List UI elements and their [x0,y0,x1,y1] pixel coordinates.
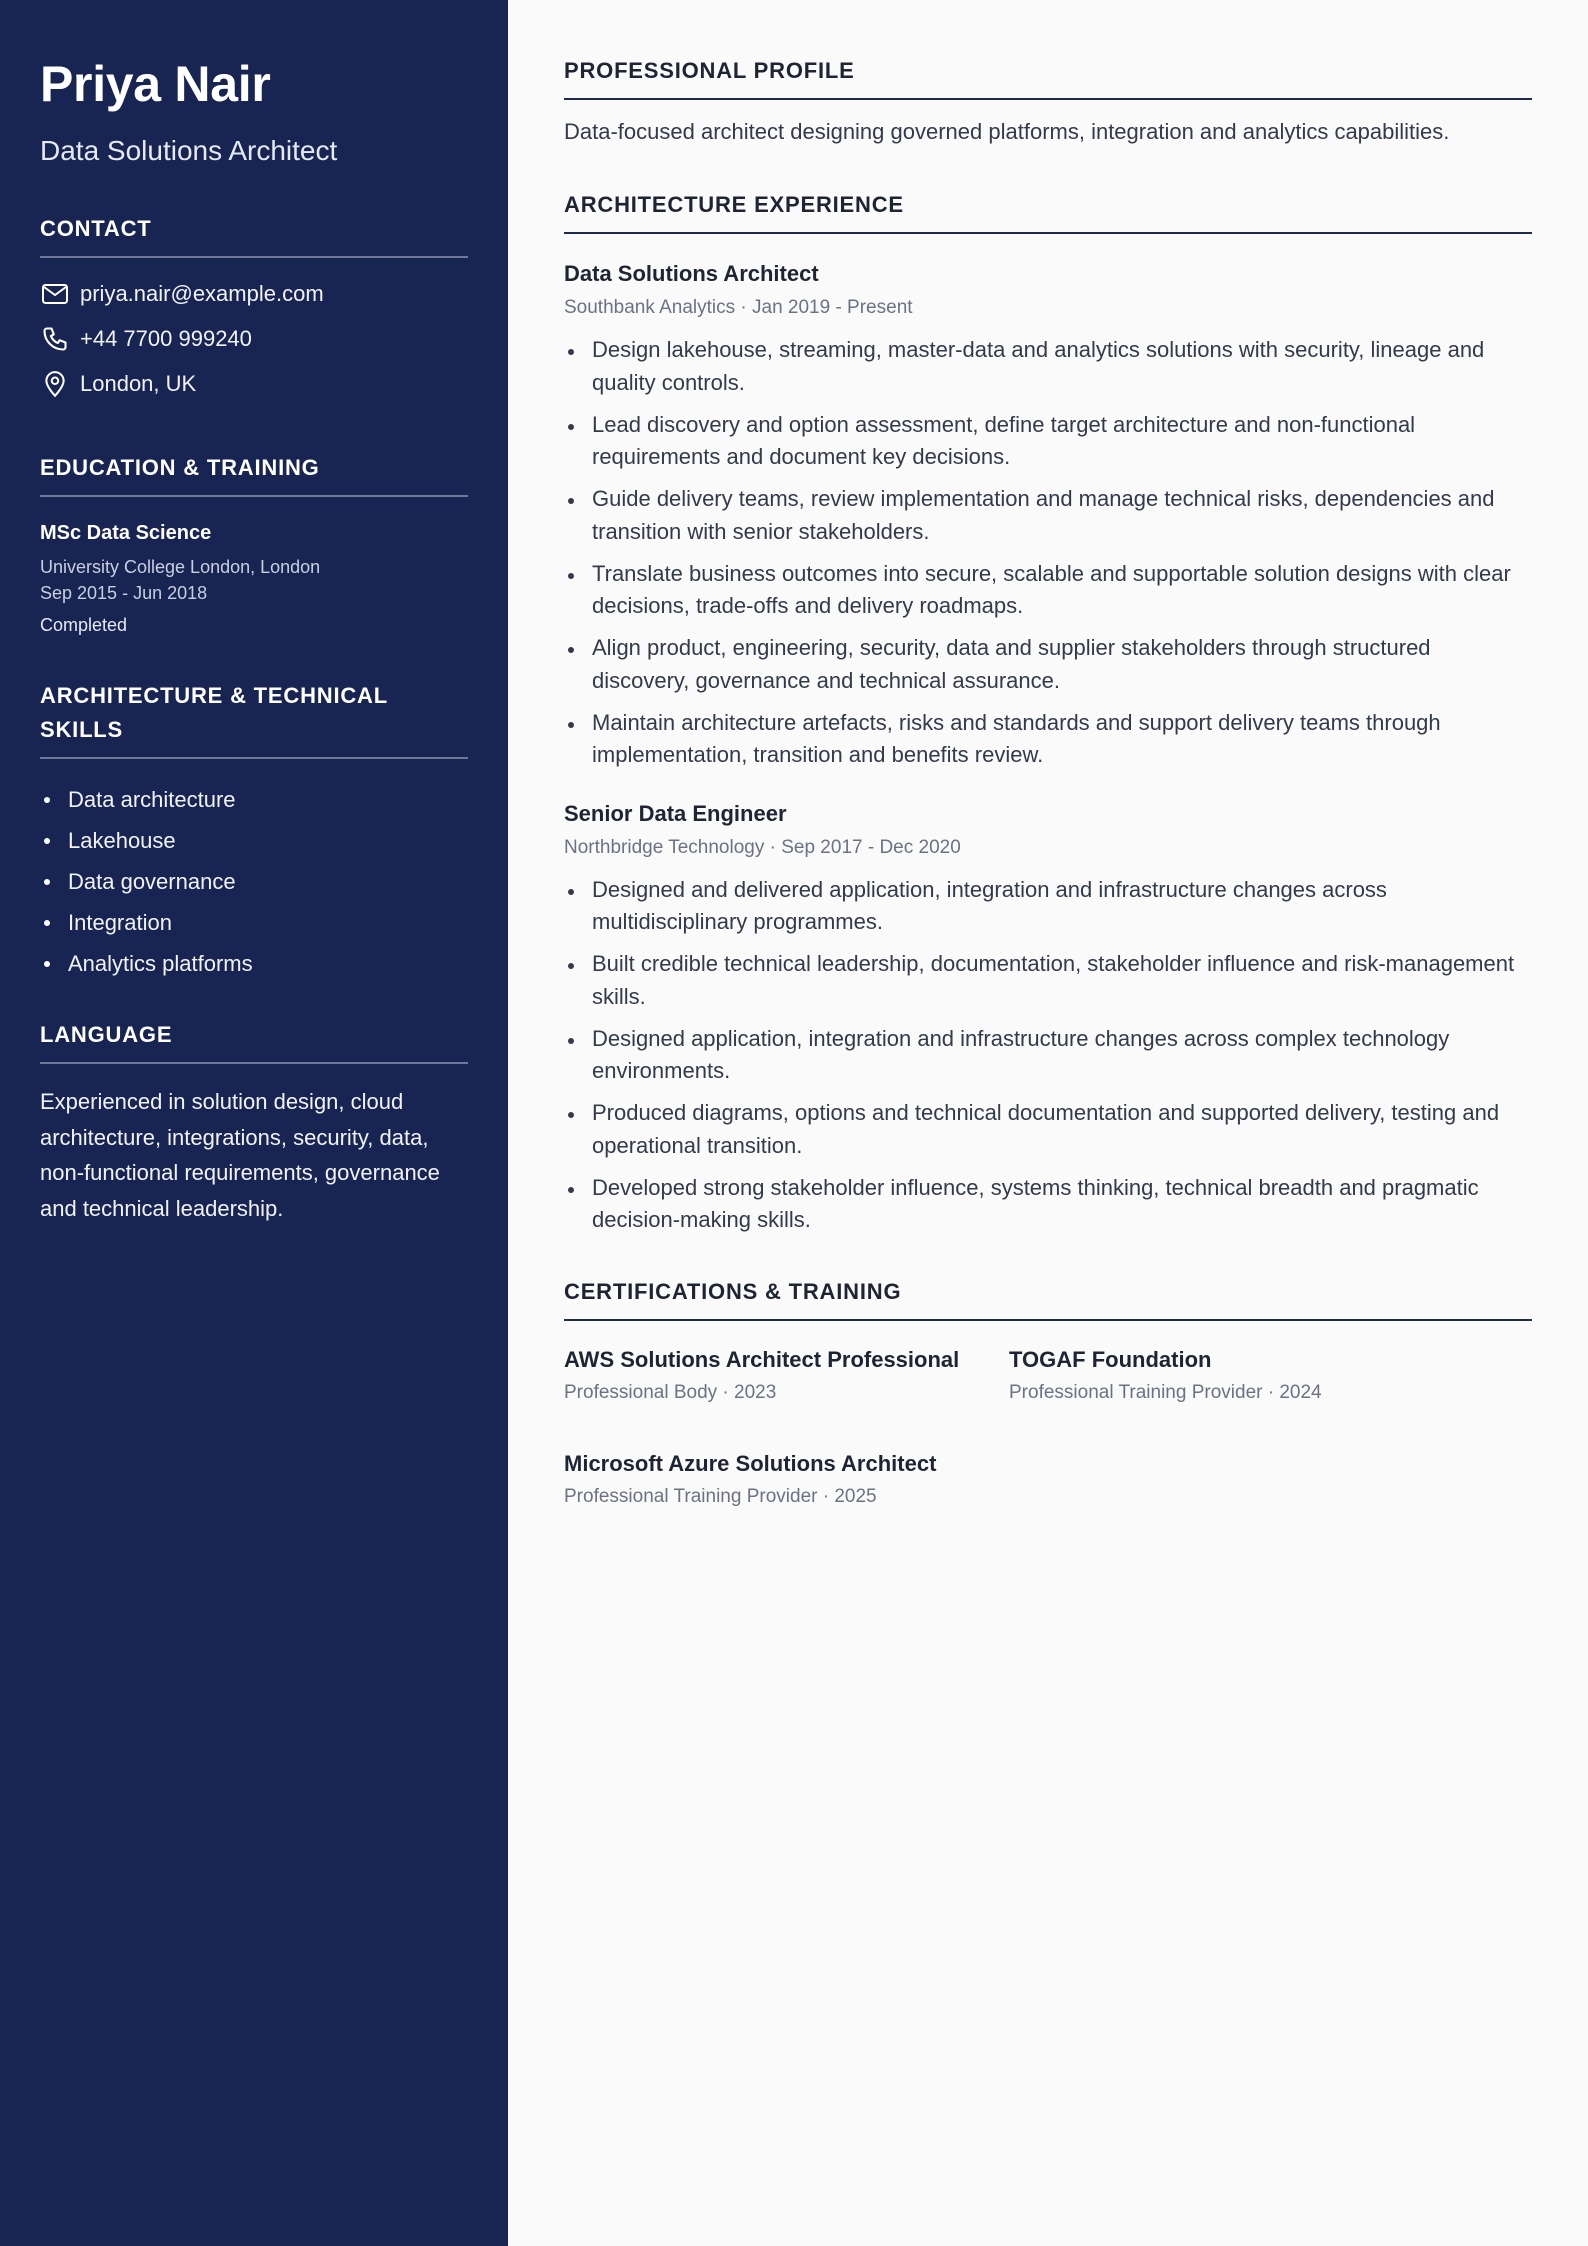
phone-text: +44 7700 999240 [80,325,252,351]
job-bullet: Produced diagrams, options and technical documentation and supported delivery, testing and operational transition. [564,1097,1532,1162]
education-degree: MSc Data Science [40,522,212,544]
job-bullet: Developed strong stakeholder influence, systems thinking, technical breadth and pragmatic decision-making skills. [564,1172,1532,1237]
education-heading: EDUCATION & TRAINING [40,451,468,497]
certification-name: AWS Solutions Architect Professional [564,1346,960,1372]
job-bullets [564,874,1532,1237]
skills-list [40,779,468,984]
profile-heading: PROFESSIONAL PROFILE [564,54,1532,100]
job-bullet: Align product, engineering, security, data and supplier stakeholders through structured discovery, governance and technical assurance. [564,632,1532,697]
job-title: Data Solutions Architect [564,261,819,286]
job-meta: Northbridge Technology · Sep 2017 - Dec 2020 [564,836,961,858]
certifications-heading: CERTIFICATIONS & TRAINING [564,1275,1532,1321]
language-heading: LANGUAGE [40,1018,468,1064]
education-section [40,451,468,637]
skills-section [40,679,468,984]
map-pin-icon [40,369,70,399]
contact-email[interactable] [40,278,468,309]
profile-text: Data-focused architect designing governed platforms, integration and analytics capabilities. [564,119,1450,144]
contact-heading: CONTACT [40,212,468,258]
contact-location [40,368,468,399]
job-bullet: Design lakehouse, streaming, master-data and analytics solutions with security, lineage and quality controls. [564,334,1532,399]
skill-item: Analytics platforms [40,943,468,984]
job-entry [564,258,1532,772]
job-title: Senior Data Engineer [564,800,787,826]
skill-item: Data governance [40,861,468,902]
job-bullet: Translate business outcomes into secure, scalable and supportable solution designs with clear decisions, trade-offs and delivery roadmaps. [564,558,1532,623]
language-text: Experienced in solution design, cloud architecture, integrations, security, data, non-functional requirements, governance and technical leadership. [40,1089,440,1221]
job-bullet: Guide delivery teams, review implementation and manage technical risks, dependencies and transition with senior stakeholders. [564,483,1532,548]
sidebar [0,0,508,2246]
certification-item [1009,1343,1454,1407]
job-bullets [564,334,1532,772]
certification-meta: Professional Body · 2023 [564,1381,777,1403]
job-bullet: Lead discovery and option assessment, define target architecture and non-functional requirements and document key decisions. [564,409,1532,474]
certifications-section [564,1275,1532,1541]
certification-name: Microsoft Azure Solutions Architect [564,1450,937,1476]
skill-item: Data architecture [40,779,468,820]
experience-section [564,188,1532,1237]
skill-item: Lakehouse [40,820,468,861]
certifications-grid [564,1333,1532,1541]
candidate-name: Priya Nair [40,56,271,112]
certification-meta: Professional Training Provider · 2024 [1009,1381,1322,1403]
language-section [40,1018,468,1226]
certification-item [564,1343,1009,1407]
phone-icon [40,324,70,354]
email-text: priya.nair@example.com [80,280,324,306]
skill-item: Integration [40,902,468,943]
contact-phone[interactable] [40,323,468,354]
experience-heading: ARCHITECTURE EXPERIENCE [564,188,1532,234]
job-meta: Southbank Analytics · Jan 2019 - Present [564,297,913,318]
certification-meta: Professional Training Provider · 2025 [564,1485,877,1507]
job-bullet: Built credible technical leadership, documentation, stakeholder influence and risk-management skills. [564,948,1532,1013]
job-bullet: Designed and delivered application, integration and infrastructure changes across multidisciplinary programmes. [564,874,1532,939]
education-school: University College London, London [40,557,321,577]
job-bullet: Designed application, integration and infrastructure changes across complex technology environments. [564,1023,1532,1088]
mail-icon [40,279,70,309]
skills-heading: ARCHITECTURE & TECHNICAL SKILLS [40,679,468,759]
main-content [564,54,1532,1541]
contact-section [40,212,468,399]
certification-name: TOGAF Foundation [1009,1346,1212,1372]
education-status: Completed [40,615,128,635]
job-entry [564,798,1532,1237]
certification-item [564,1447,1009,1511]
location-text: London, UK [80,370,197,396]
education-dates: Sep 2015 - Jun 2018 [40,583,208,603]
profile-section [564,54,1532,148]
candidate-role: Data Solutions Architect [40,135,338,166]
job-bullet: Maintain architecture artefacts, risks and standards and support delivery teams through implementation, transition and benefits review. [564,707,1532,772]
